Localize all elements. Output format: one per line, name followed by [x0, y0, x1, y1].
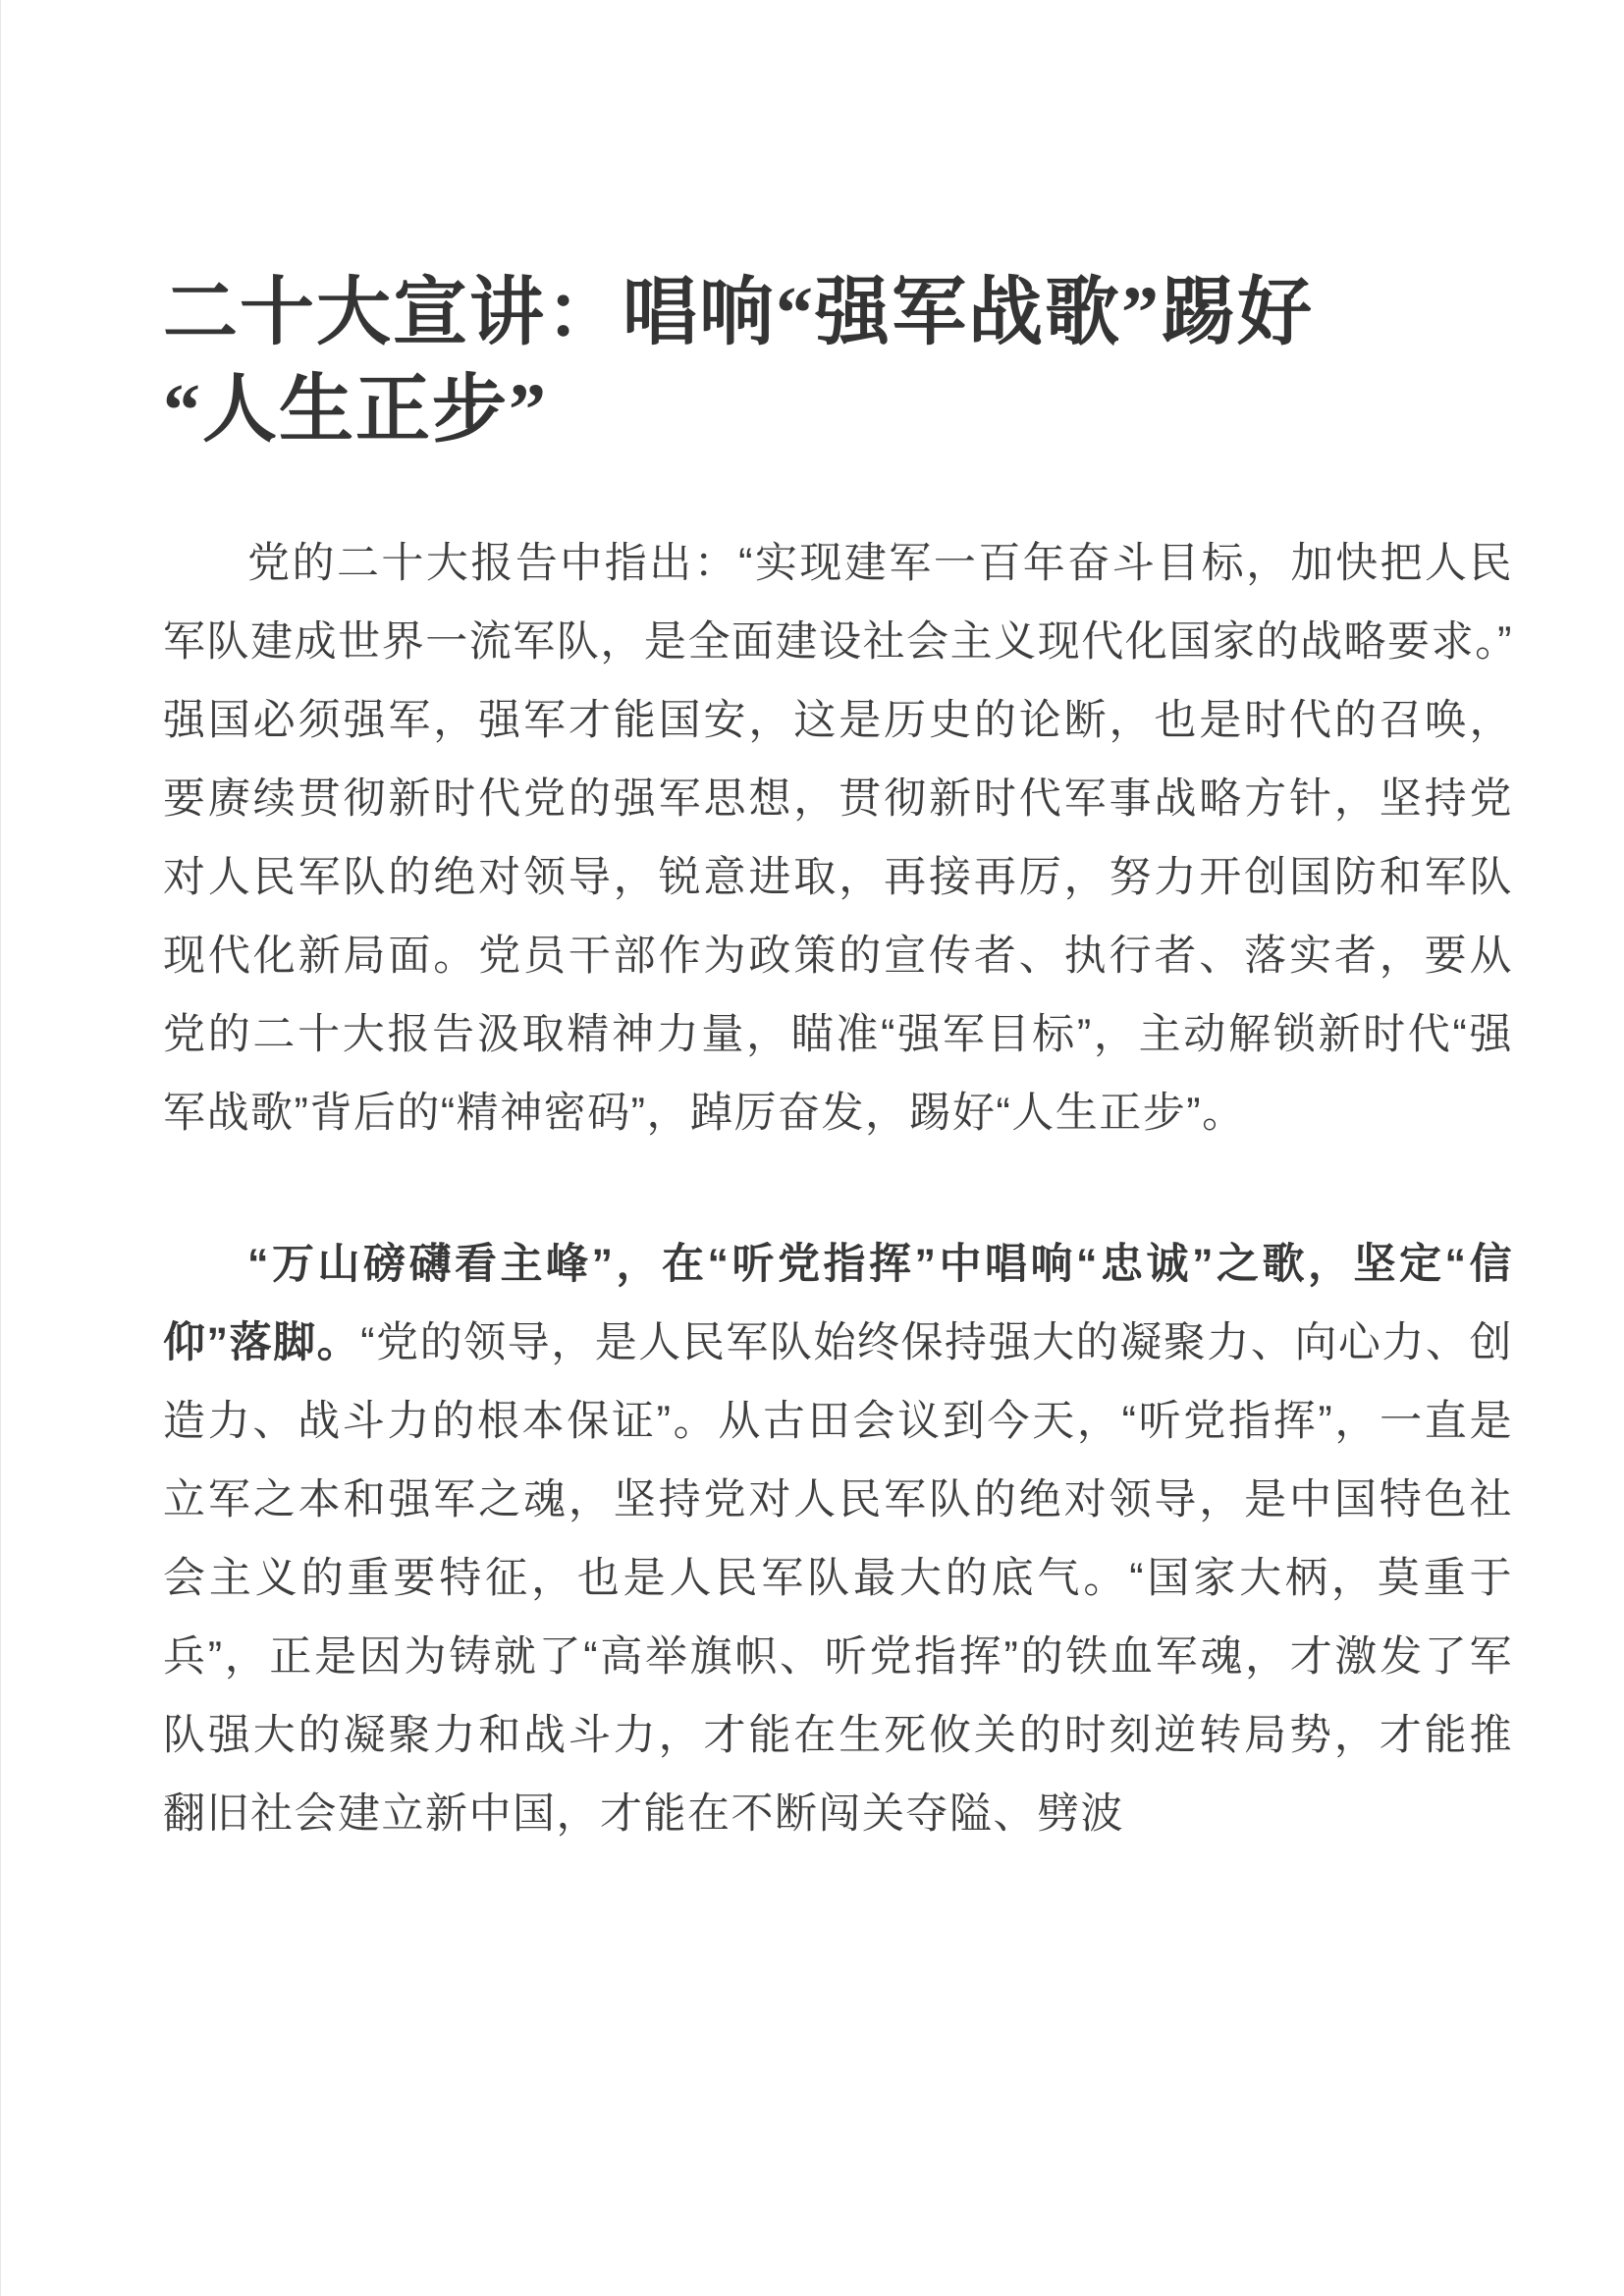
article-body	[163, 524, 1513, 1853]
text-run: 党的二十大报告中指出：“实现建军一百年奋斗目标，加快把人民军队建成世界一流军队，是全面建设社会主义现代化国家的战略要求。”强国必须强军，强军才能国安，这是历史的论断，也是时代的召唤，要赓续贯彻新时代党的强军思想，贯彻新时代军事战略方针，坚持党对人民军队的绝对领导，锐意进取，再接再厉，努力开创国防和军队现代化新局面。党员干部作为政策的宣传者、执行者、落实者，要从党的二十大报告汲取精神力量，瞄准“强军目标”，主动解锁新时代“强军战歌”背后的“精神密码”，踔厉奋发，踢好“人生正步”。	[163, 539, 1513, 1137]
paragraph	[163, 524, 1513, 1152]
document-title: 二十大宣讲：唱响“强军战歌”踢好“人生正步”	[163, 272, 1314, 452]
paragraph	[163, 1225, 1513, 1853]
bold-text-run: “万山磅礴看主峰”，在“听党指挥”中唱响“忠诚”之歌，坚定“信仰”落脚。	[163, 1240, 1513, 1366]
text-run: “党的领导，是人民军队始终保持强大的凝聚力、向心力、创造力、战斗力的根本保证”。从古田会议到今天，“听党指挥”，一直是立军之本和强军之魂，坚持党对人民军队的绝对领导，是中国特色社会主义的重要特征，也是人民军队最大的底气。“国家大柄，莫重于兵”，正是因为铸就了“高举旗帜、听党指挥”的铁血军魂，才激发了军队强大的凝聚力和战斗力，才能在生死攸关的时刻逆转局势，才能推翻旧社会建立新中国，才能在不断闯关夺隘、劈波	[163, 1318, 1514, 1838]
